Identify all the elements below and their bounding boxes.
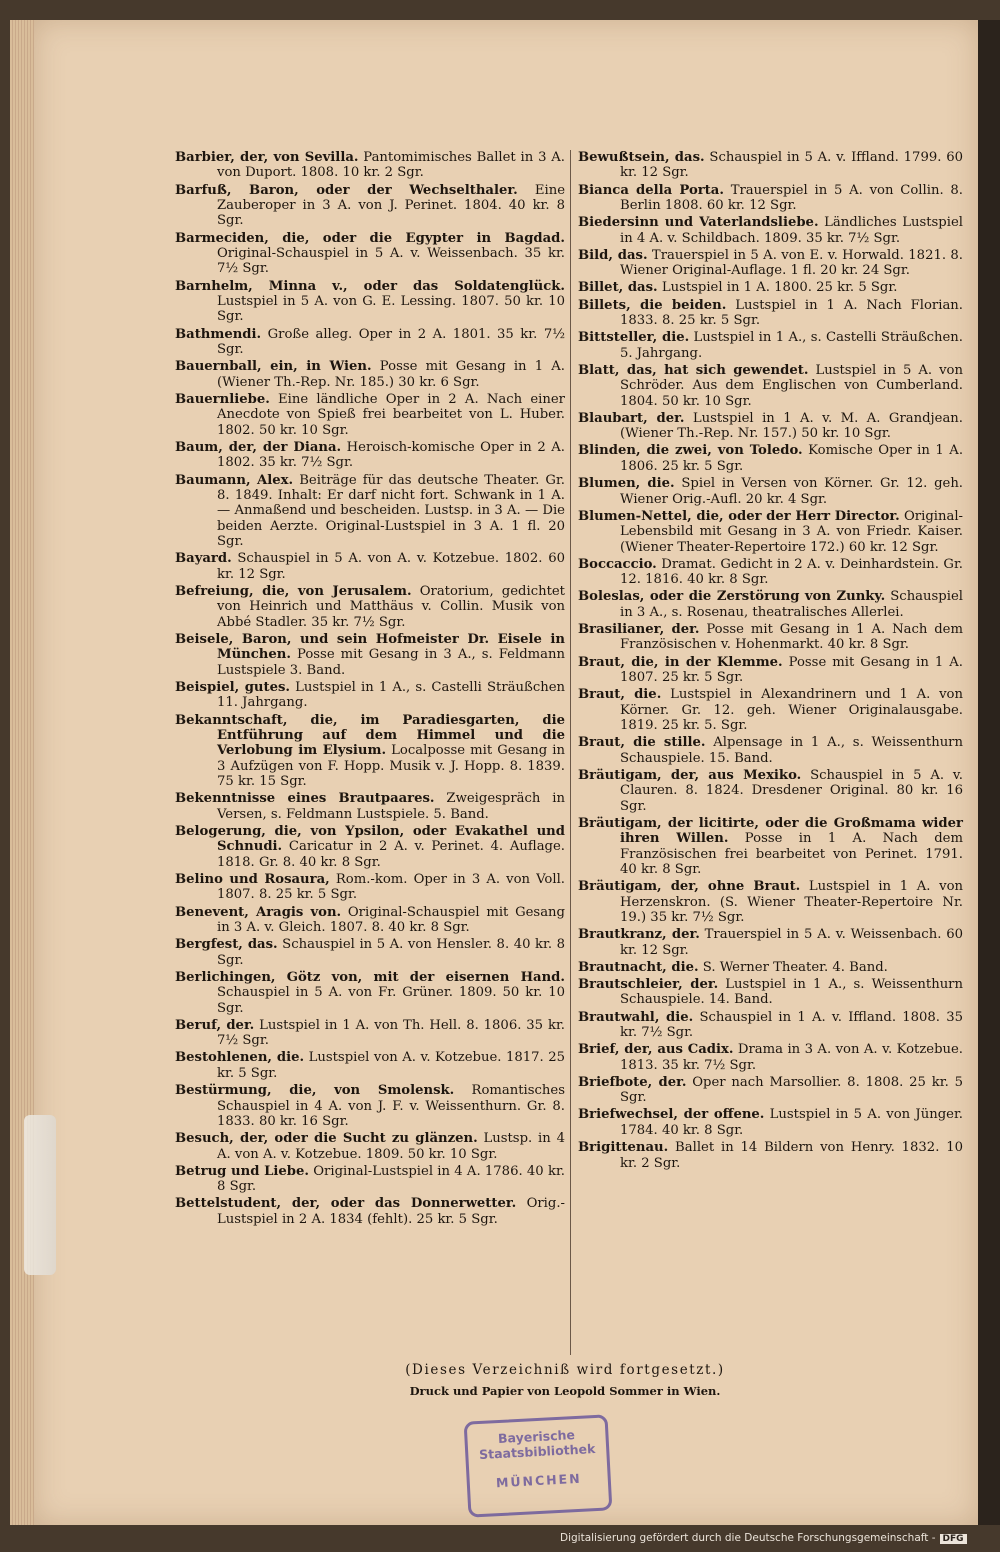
catalog-entry bbox=[578, 411, 963, 442]
entry-title: Barbier, der, von Sevilla. bbox=[175, 150, 359, 165]
catalog-entry bbox=[578, 183, 963, 214]
catalog-entry bbox=[175, 183, 565, 229]
dfg-logo: DFG bbox=[940, 1534, 967, 1544]
scan-border bbox=[978, 20, 1000, 1525]
entry-description: Lustspiel in Alexandrinern und 1 A. von Körner. Gr. 12. geh. Wiener Originalausgabe. 1819. 25 kr. 5. Sgr. bbox=[620, 687, 963, 733]
entry-title: Beispiel, gutes. bbox=[175, 679, 291, 695]
entry-description: Lustspiel in 1 A., s. Castelli Sträußchen 11. Jahrgang. bbox=[217, 679, 565, 711]
entry-title: Bauernliebe. bbox=[175, 391, 270, 407]
entry-title: Boccaccio. bbox=[578, 556, 657, 572]
entry-title: Bewußtsein, das. bbox=[578, 150, 705, 165]
entry-description: Lustspiel in 1 A. v. M. A. Grandjean. (Wiener Th.-Rep. Nr. 157.) 50 kr. 10 Sgr. bbox=[620, 410, 963, 442]
entry-description: Komische Oper in 1 A. 1806. 25 kr. 5 Sgr. bbox=[620, 443, 964, 474]
catalog-entry bbox=[578, 1107, 963, 1138]
entry-description: Posse mit Gesang in 1 A. (Wiener Th.-Rep. Nr. 185.) 30 kr. 6 Sgr. bbox=[217, 359, 565, 390]
catalog-entry bbox=[175, 713, 565, 790]
catalog-entry bbox=[175, 937, 565, 968]
entry-description: Lustspiel in 5 A. von Schröder. Aus dem Englischen von Cumberland. 1804. 50 kr. 10 Sgr. bbox=[620, 362, 963, 409]
catalog-entry bbox=[578, 655, 963, 686]
entry-title: Barnhelm, Minna v., oder das Soldatenglück. bbox=[175, 278, 565, 294]
catalog-entry bbox=[578, 1140, 963, 1171]
catalog-entry bbox=[578, 1042, 963, 1073]
catalog-entry bbox=[578, 150, 963, 181]
catalog-entry bbox=[175, 1050, 565, 1081]
entry-description: Zweigespräch in Versen, s. Feldmann Lustspiele. 5. Band. bbox=[217, 791, 565, 822]
entry-description: Schauspiel in 1 A. v. Iffland. 1808. 35 kr. 7½ Sgr. bbox=[620, 1009, 963, 1041]
bookmark-strip bbox=[24, 1115, 56, 1275]
left-column bbox=[175, 150, 565, 1229]
entry-description: Original-Lebensbild mit Gesang in 3 A. von Friedr. Kaiser. (Wiener Theater-Repertoire 172.) 60 kr. 12 Sgr. bbox=[620, 508, 964, 555]
entry-description: Orig.-Lustspiel in 2 A. 1834 (fehlt). 25 kr. 5 Sgr. bbox=[217, 1196, 565, 1227]
entry-description: Heroisch-komische Oper in 2 A. 1802. 35 kr. 7½ Sgr. bbox=[217, 439, 565, 471]
continuation-note: (Dieses Verzeichniß wird fortgesetzt.) bbox=[405, 1362, 725, 1378]
printer-imprint: Druck und Papier von Leopold Sommer in Wien. bbox=[409, 1384, 721, 1398]
catalog-entry bbox=[175, 1164, 565, 1195]
entry-description: Original-Lustspiel in 4 A. 1786. 40 kr. 8 Sgr. bbox=[217, 1163, 565, 1195]
catalog-entry bbox=[175, 872, 565, 903]
catalog-entry bbox=[578, 735, 963, 766]
entry-title: Betrug und Liebe. bbox=[175, 1163, 309, 1179]
entry-description: Original-Schauspiel in 5 A. v. Weissenbach. 35 kr. 7½ Sgr. bbox=[217, 246, 565, 277]
catalog-entry bbox=[175, 824, 565, 870]
entry-title: Benevent, Aragis von. bbox=[175, 904, 342, 920]
catalog-entry bbox=[175, 970, 565, 1016]
catalog-entry bbox=[578, 280, 963, 295]
entry-description: Trauerspiel in 5 A. v. Weissenbach. 60 kr. 12 Sgr. bbox=[620, 927, 963, 958]
digitization-footer bbox=[560, 1532, 967, 1544]
page-edge-stack bbox=[10, 20, 36, 1525]
entry-description: Schauspiel in 5 A. von Hensler. 8. 40 kr. 8 Sgr. bbox=[217, 937, 566, 968]
catalog-entry bbox=[578, 589, 963, 620]
entry-title: Briefwechsel, der offene. bbox=[578, 1107, 765, 1123]
stamp-line-1: Bayerische bbox=[497, 1427, 576, 1447]
catalog-entry bbox=[578, 443, 963, 474]
catalog-entry bbox=[175, 1083, 565, 1129]
catalog-entry bbox=[578, 977, 963, 1008]
entry-description: Trauerspiel in 5 A. von Collin. 8. Berlin 1808. 60 kr. 12 Sgr. bbox=[620, 182, 963, 214]
entry-title: Brautkranz, der. bbox=[578, 927, 700, 943]
catalog-entry bbox=[175, 584, 565, 630]
entry-description: Lustspiel in 1 A. Nach Florian. 1833. 8. 25 kr. 5 Sgr. bbox=[620, 297, 963, 329]
catalog-entry bbox=[578, 557, 963, 588]
stamp-line-3: MÜNCHEN bbox=[495, 1470, 582, 1491]
entry-description: Romantisches Schauspiel in 4 A. von J. F. v. Weissenthurn. Gr. 8. 1833. 80 kr. 16 Sgr. bbox=[217, 1083, 565, 1129]
entry-title: Biedersinn und Vaterlandsliebe. bbox=[578, 215, 819, 231]
entry-description: Posse in 1 A. Nach dem Französischen frei bearbeitet von Perinet. 1791. 40 kr. 8 Sgr. bbox=[620, 831, 963, 878]
entry-title: Beisele, Baron, und sein Hofmeister Dr. Eisele in München. bbox=[175, 631, 565, 663]
entry-description: Lustspiel in 1 A., s. Weissenthurn Schauspiele. 14. Band. bbox=[620, 977, 963, 1008]
catalog-entry bbox=[578, 816, 963, 878]
entry-title: Bild, das. bbox=[578, 247, 648, 263]
catalog-entry bbox=[578, 330, 963, 361]
entry-title: Bekanntschaft, die, im Paradiesgarten, die Entführung auf dem Himmel und die Verlobung im Elysium. bbox=[175, 712, 565, 759]
footer-text: Digitalisierung gefördert durch die Deutsche Forschungsgemeinschaft - bbox=[560, 1532, 936, 1544]
entry-title: Barfuß, Baron, oder der Wechselthaler. bbox=[175, 182, 518, 198]
entry-description: Schauspiel in 3 A., s. Rosenau, theatralisches Allerlei. bbox=[620, 589, 963, 620]
entry-description: Lustspiel in 1 A., s. Castelli Sträußchen. 5. Jahrgang. bbox=[620, 330, 963, 361]
entry-description: Posse mit Gesang in 3 A., s. Feldmann Lustspiele 3. Band. bbox=[217, 647, 565, 678]
entry-title: Blinden, die zwei, von Toledo. bbox=[578, 443, 803, 459]
entry-title: Brautwahl, die. bbox=[578, 1009, 694, 1025]
entry-title: Braut, die, in der Klemme. bbox=[578, 654, 783, 670]
entry-title: Blaubart, der. bbox=[578, 410, 685, 426]
entry-title: Belogerung, die, von Ypsilon, oder Evakathel und Schnudi. bbox=[175, 824, 565, 855]
entry-title: Bathmendi. bbox=[175, 326, 262, 342]
catalog-entry bbox=[578, 476, 963, 507]
entry-title: Boleslas, oder die Zerstörung von Zunky. bbox=[578, 589, 886, 605]
entry-description: Alpensage in 1 A., s. Weissenthurn Schauspiele. 15. Band. bbox=[620, 735, 963, 766]
entry-description: Lustspiel in 1 A. von Herzenskron. (S. Wiener Theater-Repertoire Nr. 19.) 35 kr. 7½ Sgr. bbox=[620, 879, 963, 926]
entry-title: Baum, der, der Diana. bbox=[175, 439, 342, 455]
catalog-entry bbox=[175, 1018, 565, 1049]
entry-title: Braut, die. bbox=[578, 687, 662, 703]
column-rule bbox=[570, 150, 571, 1355]
entry-title: Barmeciden, die, oder die Egypter in Bagdad. bbox=[175, 230, 565, 246]
catalog-entry bbox=[578, 248, 963, 279]
entry-title: Besuch, der, oder die Sucht zu glänzen. bbox=[175, 1131, 478, 1147]
entry-title: Billets, die beiden. bbox=[578, 297, 727, 313]
entry-description: Lustspiel in 5 A. von G. E. Lessing. 1807. 50 kr. 10 Sgr. bbox=[217, 294, 565, 325]
entry-description: Große alleg. Oper in 2 A. 1801. 35 kr. 7½ Sgr. bbox=[217, 326, 565, 358]
entry-title: Belino und Rosaura, bbox=[175, 872, 330, 888]
entry-description: Eine ländliche Oper in 2 A. Nach einer Anecdote von Spieß frei bearbeitet von L. Huber. 1802. 50 kr. 10 Sgr. bbox=[217, 391, 565, 438]
catalog-entry bbox=[578, 960, 963, 975]
catalog-entry bbox=[578, 298, 963, 329]
catalog-entry bbox=[175, 473, 565, 550]
entry-description: Lustspiel in 1 A. 1800. 25 kr. 5 Sgr. bbox=[657, 280, 898, 296]
entry-title: Brasilianer, der. bbox=[578, 621, 700, 637]
entry-description: Dramat. Gedicht in 2 A. v. Deinhardstein. Gr. 12. 1816. 40 kr. 8 Sgr. bbox=[620, 556, 963, 588]
catalog-entry bbox=[578, 363, 963, 409]
entry-description: Lustspiel in 5 A. von Jünger. 1784. 40 kr. 8 Sgr. bbox=[620, 1107, 963, 1138]
catalog-entry bbox=[578, 215, 963, 246]
entry-title: Blatt, das, hat sich gewendet. bbox=[578, 362, 809, 378]
entry-description: Lustspiel von A. v. Kotzebue. 1817. 25 kr. 5 Sgr. bbox=[217, 1050, 565, 1081]
entry-description: Trauerspiel in 5 A. von E. v. Horwald. 1821. 8. Wiener Original-Auflage. 1 fl. 20 kr. 24 Sgr. bbox=[620, 247, 964, 279]
entry-title: Bräutigam, der licitirte, oder die Großmama wider ihren Willen. bbox=[578, 815, 963, 847]
entry-description: S. Werner Theater. 4. Band. bbox=[698, 959, 888, 975]
catalog-entry bbox=[175, 791, 565, 822]
catalog-entry bbox=[578, 768, 963, 814]
entry-title: Brief, der, aus Cadix. bbox=[578, 1042, 734, 1058]
entry-title: Bettelstudent, der, oder das Donnerwetter. bbox=[175, 1196, 517, 1212]
catalog-entry bbox=[578, 1010, 963, 1041]
entry-title: Bittsteller, die. bbox=[578, 330, 690, 346]
entry-description: Drama in 3 A. von A. v. Kotzebue. 1813. 35 kr. 7½ Sgr. bbox=[620, 1042, 963, 1073]
entry-title: Blumen, die. bbox=[578, 476, 675, 492]
catalog-entry bbox=[175, 680, 565, 711]
entry-title: Bräutigam, der, ohne Braut. bbox=[578, 879, 801, 895]
entry-title: Beruf, der. bbox=[175, 1017, 255, 1033]
entry-description: Schauspiel in 5 A. von A. v. Kotzebue. 1802. 60 kr. 12 Sgr. bbox=[217, 551, 565, 582]
entry-description: Schauspiel in 5 A. v. Iffland. 1799. 60 kr. 12 Sgr. bbox=[620, 150, 964, 181]
catalog-entry bbox=[175, 279, 565, 325]
catalog-entry bbox=[175, 150, 565, 181]
stamp-line-2: Staatsbibliothek bbox=[478, 1440, 596, 1463]
entry-title: Briefbote, der. bbox=[578, 1074, 687, 1090]
entry-title: Bestürmung, die, von Smolensk. bbox=[175, 1083, 455, 1099]
entry-title: Blumen-Nettel, die, oder der Herr Director. bbox=[578, 508, 900, 524]
catalog-entry bbox=[578, 927, 963, 958]
entry-description: Ländliches Lustspiel in 4 A. v. Schildbach. 1809. 35 kr. 7½ Sgr. bbox=[620, 215, 963, 246]
catalog-entry bbox=[578, 687, 963, 733]
library-stamp bbox=[464, 1414, 613, 1517]
catalog-entry bbox=[175, 1131, 565, 1162]
entry-title: Bayard. bbox=[175, 551, 232, 567]
entry-description: Localposse mit Gesang in 3 Aufzügen von F. Hopp. Musik v. J. Hopp. 8. 1839. 75 kr. 15 Sgr. bbox=[217, 743, 565, 790]
entry-description: Schauspiel in 5 A. von Fr. Grüner. 1809. 50 kr. 10 Sgr. bbox=[217, 985, 565, 1016]
entry-description: Posse mit Gesang in 1 A. 1807. 25 kr. 5 Sgr. bbox=[620, 654, 963, 685]
right-column bbox=[578, 150, 963, 1173]
entry-title: Baumann, Alex. bbox=[175, 472, 294, 488]
entry-title: Braut, die stille. bbox=[578, 735, 706, 751]
catalog-entry bbox=[175, 632, 565, 678]
entry-description: Beiträge für das deutsche Theater. Gr. 8. 1849. Inhalt: Er darf nicht fort. Schwank in 1 A. — Anmaßend und bescheiden. Lustsp. in 3 A. — Die beiden Aerzte. Original-Lustspiel in 3 A. 1 fl. 20 Sgr. bbox=[217, 472, 565, 550]
entry-description: Oratorium, gedichtet von Heinrich und Matthäus v. Collin. Musik von Abbé Stadler. 35 kr. 7½ Sgr. bbox=[217, 583, 565, 630]
entry-description: Schauspiel in 5 A. v. Clauren. 8. 1824. Dresdener Original. 80 kr. 16 Sgr. bbox=[620, 767, 963, 814]
catalog-entry bbox=[175, 231, 565, 277]
catalog-entry bbox=[175, 359, 565, 390]
catalog-entry bbox=[175, 440, 565, 471]
catalog-entry bbox=[175, 392, 565, 438]
entry-description: Posse mit Gesang in 1 A. Nach dem Französischen v. Hohenmarkt. 40 kr. 8 Sgr. bbox=[620, 621, 963, 653]
entry-title: Brautschleier, der. bbox=[578, 977, 719, 993]
entry-title: Berlichingen, Götz von, mit der eisernen Hand. bbox=[175, 969, 565, 985]
catalog-entry bbox=[175, 1196, 565, 1227]
catalog-entry bbox=[175, 327, 565, 358]
entry-description: Oper nach Marsollier. 8. 1808. 25 kr. 5 Sgr. bbox=[620, 1074, 963, 1106]
catalog-entry bbox=[578, 879, 963, 925]
entry-description: Caricatur in 2 A. v. Perinet. 4. Auflage. 1818. Gr. 8. 40 kr. 8 Sgr. bbox=[217, 839, 565, 870]
entry-description: Rom.-kom. Oper in 3 A. von Voll. 1807. 8. 25 kr. 5 Sgr. bbox=[217, 872, 565, 903]
entry-title: Befreiung, die, von Jerusalem. bbox=[175, 583, 412, 599]
catalog-entry bbox=[578, 1075, 963, 1106]
entry-title: Brigittenau. bbox=[578, 1140, 669, 1156]
catalog-entry bbox=[578, 509, 963, 555]
entry-description: Lustspiel in 1 A. von Th. Hell. 8. 1806. 35 kr. 7½ Sgr. bbox=[217, 1017, 565, 1049]
entry-title: Bekenntnisse eines Brautpaares. bbox=[175, 791, 435, 807]
catalog-entry bbox=[578, 622, 963, 653]
entry-title: Bergfest, das. bbox=[175, 937, 278, 953]
entry-title: Bauernball, ein, in Wien. bbox=[175, 359, 372, 375]
entry-description: Original-Schauspiel mit Gesang in 3 A. v. Gleich. 1807. 8. 40 kr. 8 Sgr. bbox=[217, 904, 565, 936]
entry-description: Eine Zauberoper in 3 A. von J. Perinet. 1804. 40 kr. 8 Sgr. bbox=[217, 182, 565, 229]
entry-description: Spiel in Versen von Körner. Gr. 12. geh. Wiener Orig.-Aufl. 20 kr. 4 Sgr. bbox=[620, 476, 963, 507]
entry-description: Pantomimisches Ballet in 3 A. von Duport. 1808. 10 kr. 2 Sgr. bbox=[217, 150, 565, 181]
entry-title: Billet, das. bbox=[578, 280, 658, 296]
entry-description: Ballet in 14 Bildern von Henry. 1832. 10 kr. 2 Sgr. bbox=[620, 1140, 963, 1171]
catalog-entry bbox=[175, 905, 565, 936]
entry-title: Bianca della Porta. bbox=[578, 182, 724, 198]
entry-title: Brautnacht, die. bbox=[578, 959, 699, 975]
entry-title: Bräutigam, der, aus Mexiko. bbox=[578, 767, 802, 783]
entry-description: Lustsp. in 4 A. von A. v. Kotzebue. 1809. 50 kr. 10 Sgr. bbox=[217, 1131, 565, 1162]
entry-title: Bestohlenen, die. bbox=[175, 1050, 305, 1066]
catalog-entry bbox=[175, 551, 565, 582]
